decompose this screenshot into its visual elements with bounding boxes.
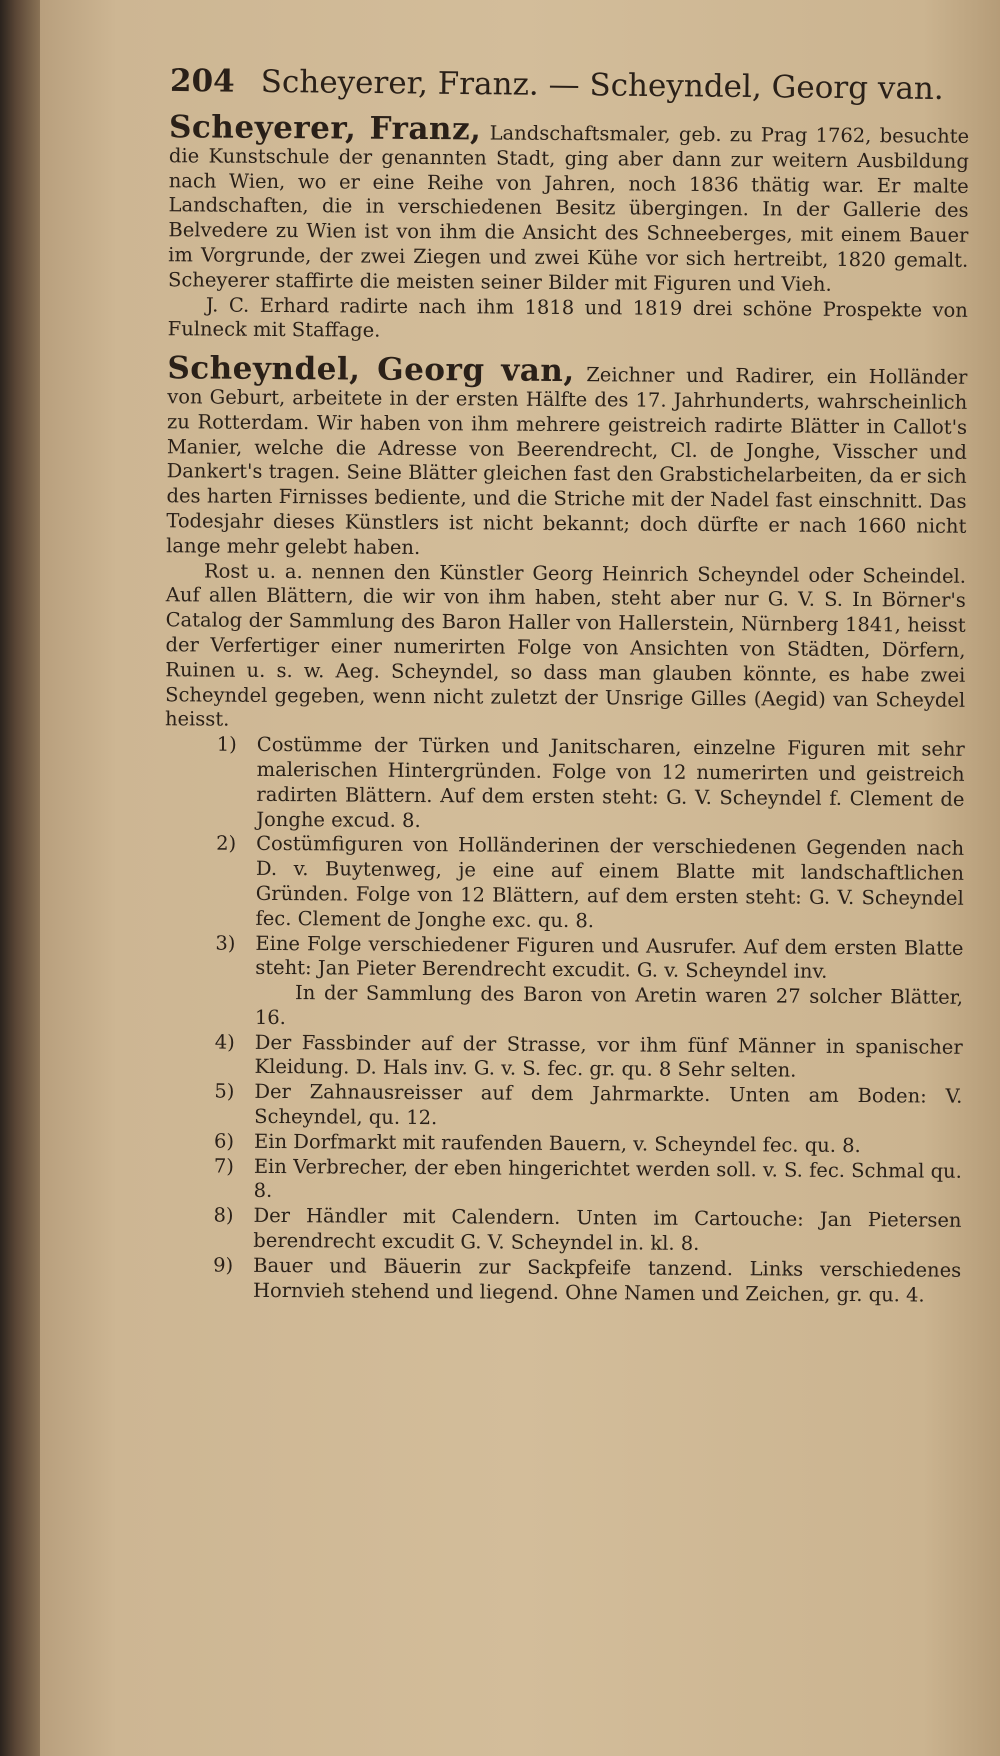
entry-scheyndel: [161, 350, 968, 1308]
running-header: [170, 62, 950, 108]
entry-paragraph: [166, 350, 968, 564]
item-number: 5): [214, 1079, 235, 1103]
entry-paragraph: [167, 109, 970, 298]
page-number: 204: [169, 62, 235, 100]
item-number: 6): [213, 1129, 235, 1153]
list-item: [215, 931, 963, 986]
entry-text: Zeichner und Radirer, ein Holländer von Geburt, arbeitete in der ersten Hälfte des 17. Jahrhunderts, wahrscheinlich zu Rotterdam. Wir haben von ihm mehrere geistreich radirte Blätter in Callot's Manier, welche die Adresse von Beerendrecht, Cl. de Jonghe, Visscher und Dankert's tragen. Seine Blätter gleichen fast den Grabstichelarbeiten, da er sich des harten Firnisses bediente, und die Striche mit der Nadel fast einschnitt. Das Todesjahr dieses Künstlers ist nicht bekannt; doch dürfte er nach 1660 nicht lange mehr gelebt haben.: [166, 363, 968, 559]
list-item: [213, 1253, 961, 1308]
item-text: Ein Dorfmarkt mit raufenden Bauern, v. Scheyndel fec. qu. 8.: [253, 1129, 861, 1157]
item-note: In der Sammlung des Baron von Aretin waren 27 solcher Blätter, 16.: [254, 981, 964, 1029]
list-item: [216, 832, 965, 936]
entry-heading: Scheyerer, Franz,: [168, 109, 482, 148]
item-number: 8): [213, 1203, 234, 1227]
running-title: Scheyerer, Franz. — Scheyndel, Georg van.: [260, 63, 944, 108]
item-text: Costümme der Türken und Janitscharen, einzelne Figuren mit sehr malerischen Hintergründen. Folge von 12 numerirten und geistreich radirten Blättern. Auf dem ersten steht: G. V. Scheyndel f. Clement de Jonghe excud. 8.: [256, 732, 965, 832]
entry-paragraph: J. C. Erhard radirte nach ihm 1818 und 1819 drei schöne Prospekte von Fulneck mit Staffage.: [167, 293, 968, 343]
item-number: 7): [213, 1154, 234, 1178]
item-text: Bauer und Bäuerin zur Sackpfeife tanzend. Links verschiedenes Hornvieh stehend und liegend. Ohne Namen und Zeichen, gr. qu. 4.: [252, 1253, 962, 1307]
item-number: 9): [213, 1253, 234, 1277]
list-item: [214, 1080, 962, 1135]
list-item: [214, 1154, 962, 1209]
item-text: Der Zahnausreisser auf dem Jahrmarkte. Unten am Boden: V. Scheyndel, qu. 12.: [254, 1080, 963, 1130]
list-item: [216, 733, 965, 837]
book-page: [40, 0, 1000, 1756]
page-body: [161, 109, 970, 1322]
item-number: 1): [216, 732, 237, 756]
item-number: 3): [215, 931, 236, 955]
entry-heading: Scheyndel, Georg van,: [167, 350, 575, 390]
item-text: Eine Folge verschiedener Figuren und Ausrufer. Auf dem ersten Blatte steht: Jan Pieter Berendrecht excudit. G. v. Scheyndel inv.: [255, 931, 964, 984]
item-number: 2): [216, 831, 237, 856]
item-text: Ein Verbrecher, der eben hingerichtet werden soll. v. S. fec. Schmal qu. 8.: [253, 1154, 962, 1203]
entry-text: Landschaftsmaler, geb. zu Prag 1762, besuchte die Kunstschule der genannten Stadt, ging aber dann zur weitern Ausbildung nach Wien, wo er eine Reihe von Jahren, noch 1836 thätig war. Er malte Landschaften, die in verschiedenen Besitz übergingen. In der Gallerie des Belvedere zu Wien ist von ihm die Ansicht des Schneeberges, mit einem Bauer im Vorgrunde, der zwei Ziegen und zwei Kühe vor sich hertreibt, 1820 gemalt. Scheyerer staffirte die meisten seiner Bilder mit Figuren und Vieh.: [167, 121, 970, 296]
item-text: Costümfiguren von Holländerinen der verschiedenen Gegenden nach D. v. Buytenweg, je eine auf einem Blatte mit landschaftlichen Gründen. Folge von 12 Blättern, auf dem ersten steht: G. V. Scheyndel fec. Clement de Jonghe exc. qu. 8.: [255, 832, 965, 932]
item-number: 4): [214, 1030, 235, 1054]
entry-paragraph: Rost u. a. nennen den Künstler Georg Heinrich Scheyndel oder Scheindel. Auf allen Blättern, die wir von ihm haben, steht aber nur G. V. S. In Börner's Catalog der Sammlung des Baron Haller von Hallerstein, Nürnberg 1841, heisst der Verfertiger einer numerirten Folge von Ansichten von Städten, Dörfern, Ruinen u. s. w. Aeg. Scheyndel, so dass man glauben könnte, es habe zwei Scheyndel gegeben, wenn nicht zuletzt der Unsrige Gilles (Aegid) van Scheydel heisst.: [164, 559, 967, 731]
list-item: [213, 1204, 961, 1259]
item-text: Der Fassbinder auf der Strasse, vor ihm fünf Männer in spanischer Kleidung. D. Hals inv. G. v. S. fec. gr. qu. 8 Sehr selten.: [254, 1030, 963, 1083]
entry-scheyerer: [167, 109, 970, 348]
list-item: [214, 1030, 962, 1085]
book-binding-shadow: [0, 0, 40, 1756]
item-text: Der Händler mit Calendern. Unten im Cartouche: Jan Pietersen berendrecht excudit G. V. Scheyndel in. kl. 8.: [253, 1204, 962, 1256]
